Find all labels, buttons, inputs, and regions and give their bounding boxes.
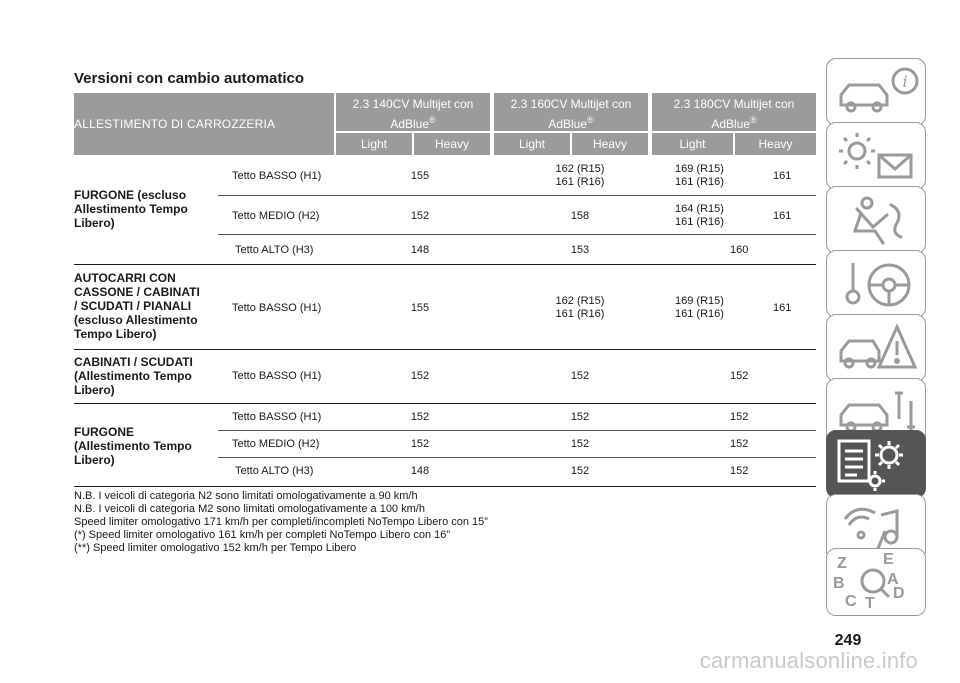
- value-cell: 152: [410, 370, 430, 382]
- value-cell: 152: [730, 370, 749, 382]
- value-cell: 152: [570, 370, 590, 382]
- index-letter: B: [833, 575, 845, 592]
- footnote: Speed limiter omologativo 171 km/h per completi/incompleti NoTempo Libero con 15”: [74, 516, 488, 528]
- roof-height: Tetto ALTO (H3): [235, 465, 314, 477]
- value-cell: 160: [730, 244, 749, 256]
- value-cell: 169 (R15) 161 (R16): [675, 163, 724, 188]
- value-cell: 162 (R15) 161 (R16): [555, 163, 605, 188]
- table-bottom-rule: [74, 486, 816, 487]
- roof-height: Tetto BASSO (H1): [232, 411, 322, 423]
- nav-tab-warning-lights[interactable]: [826, 122, 926, 190]
- sub-header-heavy: Heavy: [735, 133, 816, 155]
- svg-text:i: i: [902, 72, 908, 91]
- index-letter: Z: [837, 555, 847, 572]
- breakdown-triangle-icon: [827, 315, 927, 383]
- row-divider: [218, 234, 816, 235]
- car-info-icon: [827, 59, 927, 127]
- value-cell: 152: [410, 210, 430, 222]
- sub-header-light: Light: [652, 133, 733, 155]
- key-steering-wheel-icon: [827, 251, 927, 319]
- sub-header-light: Light: [336, 133, 412, 155]
- nav-tab-dashboard[interactable]: [826, 58, 926, 126]
- footnote: N.B. I veicoli di categoria M2 sono limitati omologativamente a 100 km/h: [74, 503, 425, 515]
- index-letter: C: [845, 593, 857, 610]
- engine-header-3: 2.3 180CV Multijet con AdBlue®: [652, 93, 816, 131]
- value-cell: 148: [410, 244, 430, 256]
- nav-tab-safety[interactable]: [826, 186, 926, 254]
- group-label: CABINATI / SCUDATI (Allestimento Tempo Libero): [74, 355, 193, 397]
- group-divider: [74, 349, 816, 350]
- nav-tab-emergency[interactable]: [826, 314, 926, 382]
- sub-header-heavy: Heavy: [572, 133, 648, 155]
- value-cell: 155: [410, 302, 430, 314]
- value-cell: 152: [410, 411, 430, 423]
- footnote: (*) Speed limiter omologativo 161 km/h per completi NoTempo Libero con 16”: [74, 529, 451, 541]
- nav-tab-starting-driving[interactable]: [826, 250, 926, 318]
- value-cell: 164 (R15) 161 (R16): [675, 203, 724, 228]
- page-number: 249: [834, 632, 862, 649]
- value-cell: 162 (R15) 161 (R16): [555, 295, 605, 320]
- airbag-seat-icon: [827, 187, 927, 255]
- sub-header-heavy: Heavy: [414, 133, 490, 155]
- value-cell: 152: [730, 411, 749, 423]
- roof-height: Tetto MEDIO (H2): [232, 210, 320, 222]
- roof-height: Tetto BASSO (H1): [232, 170, 322, 182]
- specs-gears-icon: [827, 431, 927, 499]
- value-cell: 152: [570, 411, 590, 423]
- roof-height: Tetto ALTO (H3): [235, 244, 314, 256]
- sub-header-light: Light: [494, 133, 570, 155]
- row-divider: [218, 457, 816, 458]
- roof-height: Tetto BASSO (H1): [232, 302, 322, 314]
- footnote: N.B. I veicoli di categoria N2 sono limitati omologativamente a 90 km/h: [74, 490, 418, 502]
- header-main-label: ALLESTIMENTO DI CARROZZERIA: [74, 117, 276, 131]
- group-label: FURGONE (Allestimento Tempo Libero): [74, 425, 192, 467]
- table-header-main: [74, 93, 334, 155]
- nav-tab-technical-data[interactable]: [826, 430, 926, 498]
- value-cell: 148: [410, 465, 430, 477]
- value-cell: 169 (R15) 161 (R16): [675, 295, 724, 320]
- value-cell: 152: [730, 465, 749, 477]
- warning-lights-icon: [827, 123, 927, 191]
- group-divider: [74, 403, 816, 404]
- footnote: (**) Speed limiter omologativo 152 km/h per Tempo Libero: [74, 542, 357, 554]
- value-cell: 152: [730, 438, 749, 450]
- index-letter: T: [865, 595, 875, 612]
- value-cell: 152: [570, 438, 590, 450]
- roof-height: Tetto MEDIO (H2): [232, 438, 320, 450]
- value-cell: 152: [410, 438, 430, 450]
- value-cell: 161: [773, 302, 792, 314]
- engine-header-1: 2.3 140CV Multijet con AdBlue®: [336, 93, 490, 131]
- footnotes: [74, 490, 488, 555]
- section-title: Versioni con cambio automatico: [74, 70, 305, 87]
- value-cell: 155: [410, 170, 430, 182]
- group-label: FURGONE (escluso Allestimento Tempo Libero): [74, 188, 188, 230]
- index-letter: A: [887, 571, 899, 588]
- value-cell: 161: [773, 170, 792, 182]
- group-label: AUTOCARRI CON CASSONE / CABINATI / SCUDATI / PIANALI (escluso Allestimento Tempo Libero): [74, 271, 200, 341]
- value-cell: 158: [570, 210, 590, 222]
- value-cell: 153: [570, 244, 590, 256]
- group-divider: [74, 264, 816, 265]
- watermark: carmanualsonline.info: [699, 648, 918, 673]
- value-cell: 161: [773, 210, 792, 222]
- nav-tab-index[interactable]: [826, 548, 926, 616]
- value-cell: 152: [570, 465, 590, 477]
- row-divider: [218, 195, 816, 196]
- index-letter: D: [893, 585, 905, 602]
- index-letter: E: [883, 551, 894, 568]
- engine-header-2: 2.3 160CV Multijet con AdBlue®: [494, 93, 648, 131]
- roof-height: Tetto BASSO (H1): [232, 370, 322, 382]
- row-divider: [218, 430, 816, 431]
